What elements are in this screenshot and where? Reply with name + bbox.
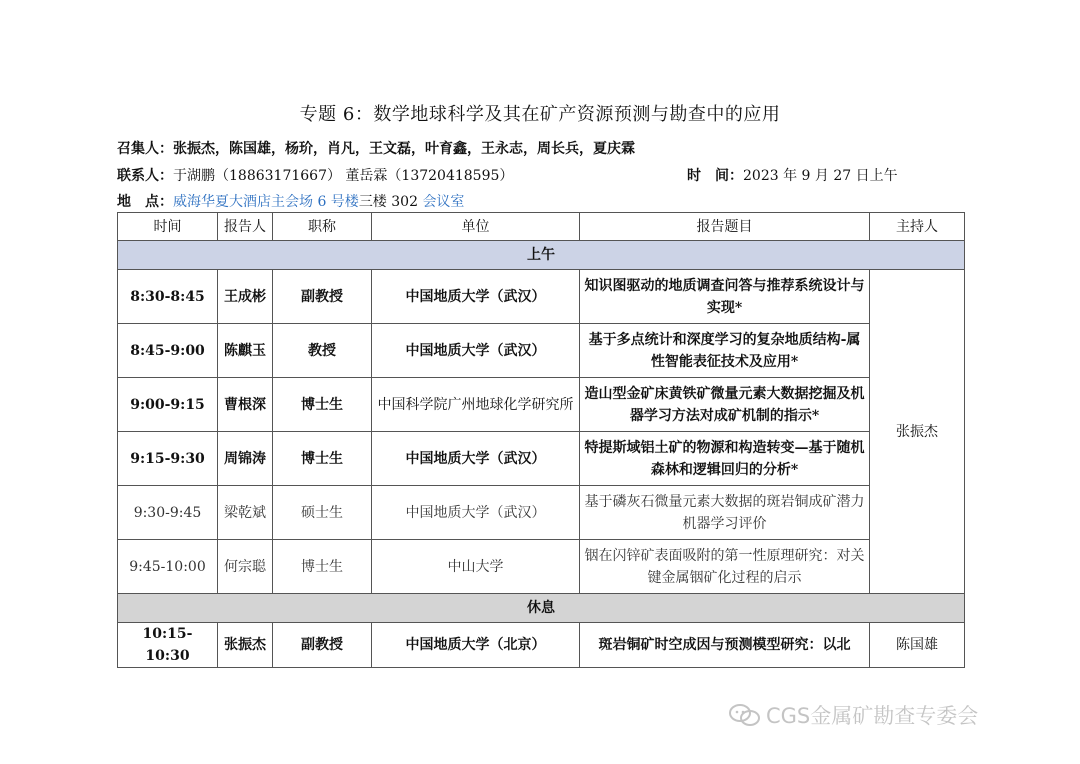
cell-unit: 中国地质大学（武汉） — [372, 324, 580, 378]
table-row — [118, 623, 965, 668]
band-morning: 上午 — [118, 241, 965, 270]
cell-speaker: 王成彬 — [218, 270, 273, 324]
header-time: 时间 — [118, 213, 218, 241]
cell-unit: 中国科学院广州地球化学研究所 — [372, 378, 580, 432]
time-info — [687, 165, 898, 185]
cell-time: 9:15-9:30 — [118, 432, 218, 486]
contacts-value: 于湖鹏（18863171667） 董岳霖（13720418595） — [173, 168, 514, 184]
venue-link[interactable]: 威海华夏大酒店主会场 6 号楼 — [173, 194, 359, 210]
time-value: 2023 年 9 月 27 日上午 — [743, 168, 898, 184]
cell-rank: 博士生 — [273, 432, 372, 486]
cell-unit: 中国地质大学（北京） — [372, 623, 580, 668]
table-row — [118, 486, 965, 540]
table-row — [118, 432, 965, 486]
cell-speaker: 陈麒玉 — [218, 324, 273, 378]
contacts-label: 联系人： — [117, 168, 173, 184]
contacts-line — [117, 165, 898, 185]
header-host: 主持人 — [870, 213, 965, 241]
watermark — [728, 700, 978, 730]
cell-topic: 知识图驱动的地质调查问答与推荐系统设计与实现* — [580, 270, 870, 324]
header-unit: 单位 — [372, 213, 580, 241]
cell-speaker: 张振杰 — [218, 623, 273, 668]
table-row — [118, 540, 965, 594]
cell-topic: 基于多点统计和深度学习的复杂地质结构-属性智能表征技术及应用* — [580, 324, 870, 378]
cell-rank: 教授 — [273, 324, 372, 378]
cell-unit: 中山大学 — [372, 540, 580, 594]
watermark-text: CGS金属矿勘查专委会 — [766, 704, 979, 728]
wechat-icon — [728, 703, 762, 727]
cell-speaker: 梁乾斌 — [218, 486, 273, 540]
cell-time: 8:45-9:00 — [118, 324, 218, 378]
cell-time: 9:30-9:45 — [118, 486, 218, 540]
band-break: 休息 — [118, 594, 965, 623]
conveners-line — [117, 138, 635, 158]
band-break-row — [118, 594, 965, 623]
table-header-row — [118, 213, 965, 241]
cell-speaker: 曹根深 — [218, 378, 273, 432]
venue-room-link[interactable]: 会议室 — [422, 194, 465, 210]
cell-rank: 博士生 — [273, 540, 372, 594]
cell-topic: 斑岩铜矿时空成因与预测模型研究：以北 — [580, 623, 870, 668]
cell-speaker: 何宗聪 — [218, 540, 273, 594]
band-morning-row — [118, 241, 965, 270]
header-rank: 职称 — [273, 213, 372, 241]
cell-unit: 中国地质大学（武汉） — [372, 486, 580, 540]
cell-unit: 中国地质大学（武汉） — [372, 432, 580, 486]
cell-time: 9:45-10:00 — [118, 540, 218, 594]
schedule-table — [117, 212, 965, 668]
conveners-value: 张振杰，陈国雄，杨玠，肖凡，王文磊，叶育鑫，王永志，周长兵，夏庆霖 — [173, 141, 635, 157]
location-line — [117, 191, 464, 211]
page-title: 专题 6：数学地球科学及其在矿产资源预测与勘查中的应用 — [299, 104, 781, 125]
cell-speaker: 周锦涛 — [218, 432, 273, 486]
cell-host: 陈国雄 — [870, 623, 965, 668]
table-row — [118, 378, 965, 432]
cell-topic: 特提斯域铝土矿的物源和构造转变—基于随机森林和逻辑回归的分析* — [580, 432, 870, 486]
cell-topic: 铟在闪锌矿表面吸附的第一性原理研究：对关键金属铟矿化过程的启示 — [580, 540, 870, 594]
conveners-label: 召集人： — [117, 141, 173, 157]
cell-topic: 基于磷灰石微量元素大数据的斑岩铜成矿潜力机器学习评价 — [580, 486, 870, 540]
cell-rank: 硕士生 — [273, 486, 372, 540]
table-row — [118, 324, 965, 378]
cell-unit: 中国地质大学（武汉） — [372, 270, 580, 324]
table-row — [118, 270, 965, 324]
cell-host: 张振杰 — [870, 270, 965, 594]
cell-time: 10:15-10:30 — [118, 623, 218, 668]
cell-rank: 博士生 — [273, 378, 372, 432]
cell-topic: 造山型金矿床黄铁矿微量元素大数据挖掘及机器学习方法对成矿机制的指示* — [580, 378, 870, 432]
cell-rank: 副教授 — [273, 270, 372, 324]
header-topic: 报告题目 — [580, 213, 870, 241]
cell-rank: 副教授 — [273, 623, 372, 668]
header-speaker: 报告人 — [218, 213, 273, 241]
cell-time: 8:30-8:45 — [118, 270, 218, 324]
time-label: 时 间： — [687, 168, 743, 184]
cell-time: 9:00-9:15 — [118, 378, 218, 432]
venue-room: 三楼 302 — [358, 194, 423, 210]
location-label: 地 点： — [117, 194, 173, 210]
